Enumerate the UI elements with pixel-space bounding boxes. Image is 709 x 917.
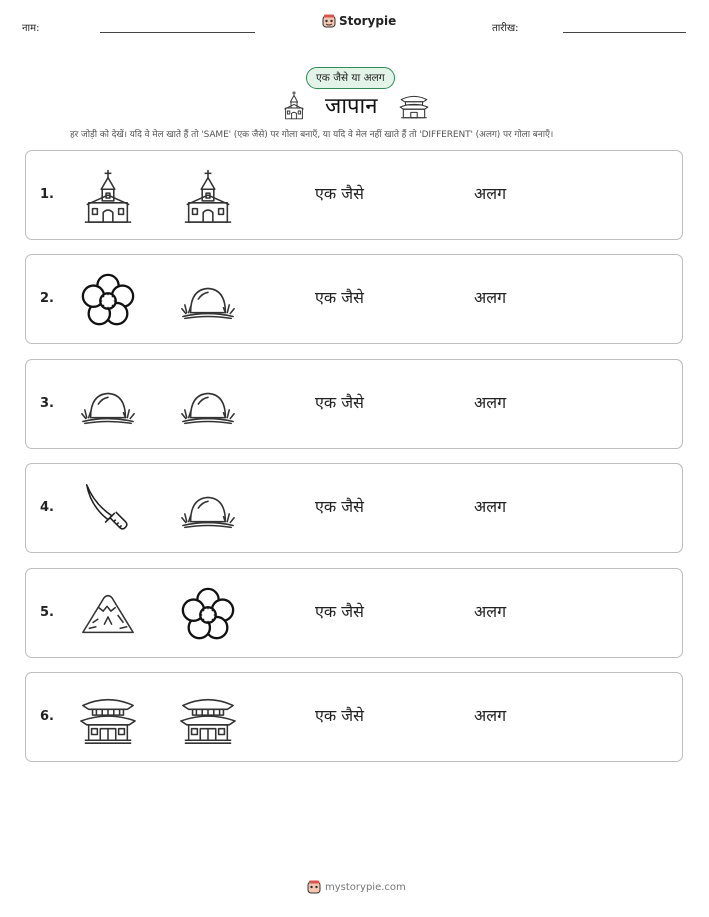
church-icon [179,168,237,226]
title-temple-icon [398,92,430,120]
sword-icon [79,481,137,539]
footer-url[interactable]: mystorypie.com [325,881,406,893]
question-number: 4. [40,500,54,516]
question-number: 1. [40,187,54,202]
flower-icon [79,272,137,330]
mountain-icon [79,586,137,644]
brand-name: Storypie [339,14,397,28]
question-row [25,672,683,762]
same-option[interactable]: एक जैसे [315,601,364,621]
different-option[interactable]: अलग [474,184,507,203]
question-row [25,254,683,344]
instructions-text: हर जोड़ी को देखें। यदि वे मेल खाते हैं तो 'SAME' (एक जैसे) पर गोला बनाएँ, या यदि वे मेल नहीं खाते हैं तो 'DIFFERENT' (अलग) पर गोला बनाएँ। [70,130,554,140]
name-line[interactable] [100,32,255,33]
brand-logo [322,14,396,28]
rock-icon [179,377,237,435]
question-row [25,568,683,658]
footer [307,880,406,894]
question-row [25,359,683,449]
rock-icon [179,272,237,330]
question-row [25,150,683,240]
same-option[interactable]: एक जैसे [315,184,364,203]
date-line[interactable] [563,32,686,33]
worksheet-type-badge: एक जैसे या अलग [306,67,395,89]
different-option[interactable]: अलग [474,497,507,517]
different-option[interactable]: अलग [474,392,507,412]
same-option[interactable]: एक जैसे [315,392,364,412]
same-option[interactable]: एक जैसे [315,497,364,517]
question-number: 6. [40,709,54,724]
question-number: 3. [40,395,54,411]
storypie-mascot-icon [322,14,336,28]
rock-icon [179,481,237,539]
rock-icon [79,377,137,435]
same-option[interactable]: एक जैसे [315,288,364,308]
different-option[interactable]: अलग [474,706,507,725]
temple-icon [179,690,237,748]
title-church-icon [282,90,306,120]
date-label: तारीख: [492,23,519,34]
different-option[interactable]: अलग [474,288,507,308]
temple-icon [79,690,137,748]
question-number: 2. [40,291,54,307]
question-row [25,463,683,553]
footer-mascot-icon [307,880,321,894]
page-title: जापान [325,94,378,119]
church-icon [79,168,137,226]
different-option[interactable]: अलग [474,601,507,621]
question-number: 5. [40,604,54,620]
same-option[interactable]: एक जैसे [315,706,364,725]
flower-icon [179,586,237,644]
name-label: नाम: [22,23,40,34]
